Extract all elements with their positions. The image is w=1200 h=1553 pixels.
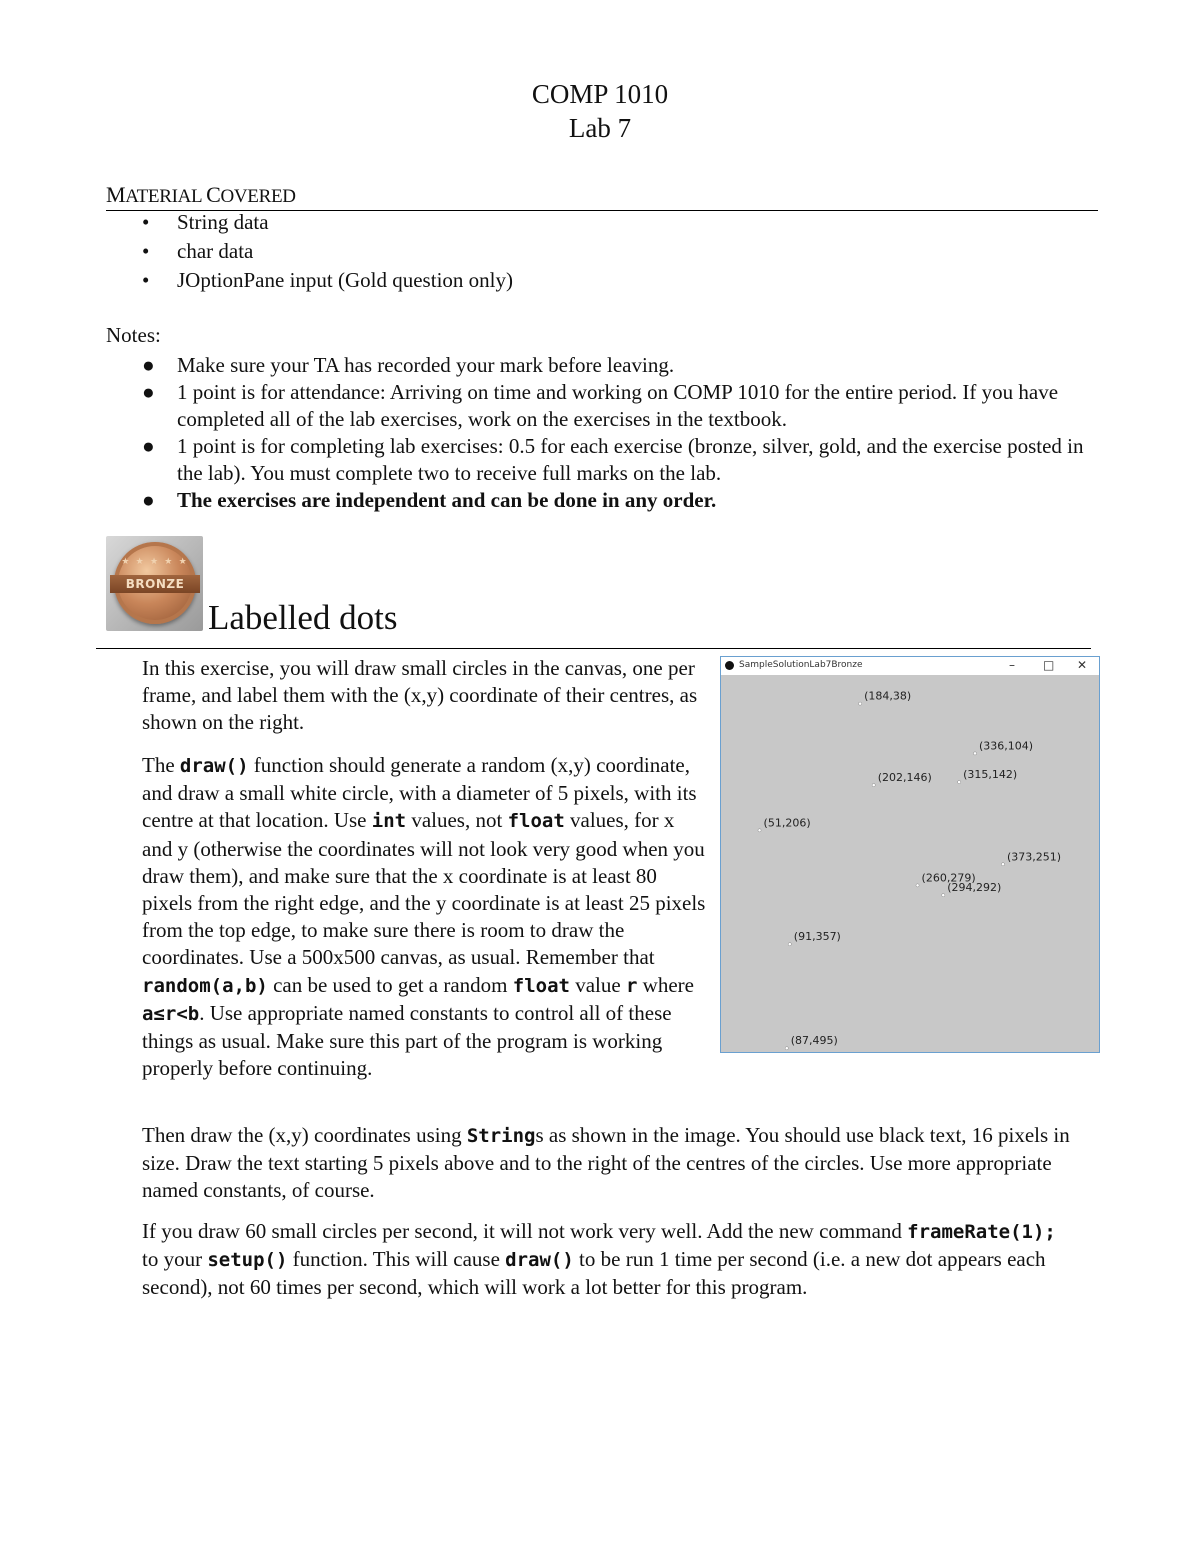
dot-0 [859,702,862,705]
dot-label-6: (260,279) [921,871,976,885]
list-item: ● Make sure your TA has recorded your mark before leaving. [142,353,675,377]
list-item: ● 1 point is for completing lab exercises: 0.5 for each exercise (bronze, silver, gold, and the exercise posted in the lab). You must complete two to receive full marks on the lab. [142,434,1084,485]
dot-7 [942,894,945,897]
dot-label-4: (51,206) [763,816,811,830]
window-titlebar [721,657,1099,675]
list-item: ● The exercises are independent and can be done in any order. [142,488,717,512]
list-item: • char data [142,239,254,263]
dot-5 [1001,863,1004,866]
dot-6 [916,884,919,887]
notes-list [106,352,1096,514]
badge-ribbon: BRONZE [110,575,200,593]
stars-icon: ★ ★ ★ ★ ★ [121,556,189,566]
dot-label-1: (336,104) [979,739,1034,753]
dot-label-7: (294,292) [947,881,1002,895]
dot-3 [958,780,961,783]
dot-label-0: (184,38) [864,689,912,703]
list-item: • JOptionPane input (Gold question only) [142,268,513,292]
maximize-icon[interactable]: □ [1043,658,1055,672]
notes-label: Notes: [106,323,161,347]
dot-2 [872,783,875,786]
bronze-medal-icon [114,542,196,624]
minimize-icon[interactable]: – [1009,658,1015,672]
list-item: • String data [142,210,269,234]
dot-9 [785,1047,788,1050]
intro-paragraph: In this exercise, you will draw small circles in the canvas, one per frame, and label them with the (x,y) coordinate of their centres, as shown on the right. [142,656,698,735]
strings-paragraph: Then draw the (x,y) coordinates using Strings as shown in the image. You should use black text, 16 pixels in size. Draw the text starting 5 pixels above and to the right of the centres of the circles. Use more appropriate named constants, of course. [142,1123,1070,1203]
lab-title: Lab 7 [568,113,632,143]
processing-app-icon [725,661,734,670]
window-title: SampleSolutionLab7Bronze [739,660,863,670]
draw-instructions-paragraph: The draw() function should generate a random (x,y) coordinate, and draw a small white circle, with a diameter of 5 pixels, with its centre at that location. Use int values, not float values, for x and y (otherwise the coordinates will not look very good when you draw them), and make sure that the x coordinate is at least 80 pixels from the right edge, and the y coordinate is at least 25 pixels from the top edge, to make sure there is room to draw the coordinates. Use a 500x500 canvas, as usual. Remember that random(a,b) can be used to get a random float value r where a≤r<b. Use appropriate named constants to control all of these things as usual. Make sure this part of the program is working properly before continuing. [142,753,706,1081]
dot-label-2: (202,146) [877,771,932,785]
dot-8 [788,943,791,946]
sketch-canvas [721,675,1099,1052]
dot-label-8: (91,357) [793,930,841,944]
dot-label-3: (315,142) [963,768,1018,782]
dot-1 [973,752,976,755]
list-item: ● 1 point is for attendance: Arriving on time and working on COMP 1010 for the entire period. If you have completed all of the lab exercises, work on the exercises in the textbook. [142,380,1059,431]
divider [96,648,1091,649]
close-icon[interactable]: ✕ [1077,658,1088,672]
sketch-window [720,656,1100,1053]
dot-label-9: (87,495) [790,1034,838,1048]
material-covered-heading: MATERIAL COVERED [106,182,1098,211]
course-title: COMP 1010 [531,79,669,109]
dot-4 [758,829,761,832]
framerate-paragraph: If you draw 60 small circles per second, it will not work very well. Add the new command frameRate(1); to your setup() function. This will cause draw() to be run 1 time per second (i.e. a new dot appears each second), not 60 times per second, which will work a lot better for this program. [142,1219,1056,1300]
dot-label-5: (373,251) [1006,850,1062,864]
material-list [106,209,1086,294]
exercise-title: Labelled dots [208,598,398,637]
bronze-badge [106,536,203,631]
